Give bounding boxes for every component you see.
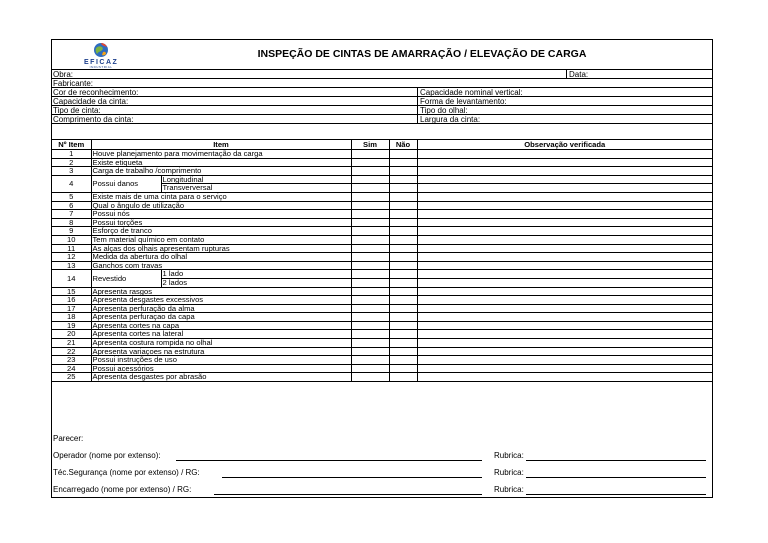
item-number: 22 [52, 347, 91, 356]
item-text: Revestido [91, 270, 161, 287]
item-text: Possui acessórios [91, 364, 351, 373]
sim-cell[interactable] [351, 278, 389, 287]
nao-cell[interactable] [389, 304, 417, 313]
item-subtext: 1 lado [161, 270, 351, 279]
item-number: 10 [52, 235, 91, 244]
item-number: 25 [52, 373, 91, 382]
header-item-number: Nº Item [52, 140, 91, 150]
table-header-row [52, 140, 712, 150]
label-cor: Cor de reconhecimento: [53, 87, 139, 97]
item-number: 16 [52, 296, 91, 305]
item-text: Carga de trabalho /comprimento [91, 167, 351, 176]
nao-cell[interactable] [389, 192, 417, 201]
observacao-cell[interactable] [417, 373, 712, 382]
sim-cell[interactable] [351, 373, 389, 382]
checklist-table [52, 140, 712, 382]
item-text: Apresenta rasgos [91, 287, 351, 296]
item-text: Tem material químico em contato [91, 235, 351, 244]
item-number: 9 [52, 227, 91, 236]
table-row [52, 210, 712, 219]
item-text: Apresenta desgastes excessivos [91, 296, 351, 305]
label-capacidade-cinta: Capacidade da cinta: [53, 96, 129, 106]
table-row [52, 235, 712, 244]
item-number: 4 [52, 175, 91, 192]
row-obra [52, 70, 712, 79]
sim-cell[interactable] [351, 330, 389, 339]
item-number: 24 [52, 364, 91, 373]
nao-cell[interactable] [389, 150, 417, 159]
sim-cell[interactable] [351, 347, 389, 356]
table-row [52, 339, 712, 348]
nao-cell[interactable] [389, 167, 417, 176]
item-text: Apresenta cortes na lateral [91, 330, 351, 339]
nao-cell[interactable] [389, 184, 417, 193]
rubrica-line-operador[interactable] [526, 460, 706, 461]
sim-cell[interactable] [351, 167, 389, 176]
table-row [52, 287, 712, 296]
nao-cell[interactable] [389, 158, 417, 167]
table-row [52, 158, 712, 167]
sim-cell[interactable] [351, 304, 389, 313]
observacao-cell[interactable] [417, 158, 712, 167]
item-number: 5 [52, 192, 91, 201]
sim-cell[interactable] [351, 364, 389, 373]
item-number: 8 [52, 218, 91, 227]
nao-cell[interactable] [389, 201, 417, 210]
item-text: Qual o ângulo de utilização [91, 201, 351, 210]
header-item: Item [91, 140, 351, 150]
nao-cell[interactable] [389, 235, 417, 244]
signature-line-encarregado[interactable] [214, 494, 482, 495]
table-row [52, 356, 712, 365]
observacao-cell[interactable] [417, 244, 712, 253]
label-obra: Obra: [53, 69, 74, 79]
row-cor [52, 88, 712, 97]
sim-cell[interactable] [351, 175, 389, 184]
item-text: Possui instruções de uso [91, 356, 351, 365]
observacao-cell[interactable] [417, 313, 712, 322]
item-number: 19 [52, 321, 91, 330]
logo-subtext: INDUSTRIAL [89, 65, 113, 69]
sim-cell[interactable] [351, 313, 389, 322]
observacao-cell[interactable] [417, 253, 712, 262]
item-text: Existe mais de uma cinta para o serviço [91, 192, 351, 201]
row-fabricante [52, 79, 712, 88]
item-text: Apresenta desgastes por abrasão [91, 373, 351, 382]
label-forma-levantamento: Forma de levantamento: [420, 96, 507, 106]
sim-cell[interactable] [351, 321, 389, 330]
sim-cell[interactable] [351, 218, 389, 227]
header-observacao: Observação verificada [417, 140, 712, 150]
table-row [52, 218, 712, 227]
item-number: 11 [52, 244, 91, 253]
nao-cell[interactable] [389, 261, 417, 270]
nao-cell[interactable] [389, 321, 417, 330]
sim-cell[interactable] [351, 210, 389, 219]
item-number: 13 [52, 261, 91, 270]
item-text: Possui nós [91, 210, 351, 219]
label-capacidade-nominal: Capacidade nominal vertical: [420, 87, 523, 97]
item-subtext: Transverversal [161, 184, 351, 193]
item-text: Apresenta costura rompida no olhal [91, 339, 351, 348]
sim-cell[interactable] [351, 356, 389, 365]
item-text: Apresenta cortes na capa [91, 321, 351, 330]
sim-cell[interactable] [351, 261, 389, 270]
form-title: INSPEÇÃO DE CINTAS DE AMARRAÇÃO / ELEVAÇÃO DE CARGA [257, 48, 587, 60]
table-row [52, 330, 712, 339]
label-tipo-cinta: Tipo de cinta: [53, 105, 101, 115]
observacao-cell[interactable] [417, 227, 712, 236]
label-encarregado: Encarregado (nome por extenso) / RG: [53, 485, 192, 494]
signature-line-operador[interactable] [176, 460, 482, 461]
table-row [52, 364, 712, 373]
row-capacidade [52, 97, 712, 106]
nao-cell[interactable] [389, 339, 417, 348]
label-tipo-olhal: Tipo do olhal: [420, 105, 468, 115]
sim-cell[interactable] [351, 192, 389, 201]
rubrica-line-encarregado[interactable] [526, 494, 706, 495]
label-operador: Operador (nome por extenso): [53, 451, 161, 460]
item-number: 6 [52, 201, 91, 210]
signature-line-tec-seguranca[interactable] [222, 477, 482, 478]
item-number: 12 [52, 253, 91, 262]
observacao-cell[interactable] [417, 304, 712, 313]
nao-cell[interactable] [389, 218, 417, 227]
item-text: Possui danos [91, 175, 161, 192]
table-row [52, 304, 712, 313]
spacer-row [52, 133, 712, 140]
table-row [52, 253, 712, 262]
item-number: 1 [52, 150, 91, 159]
item-text: Apresenta perfuração da alma [91, 304, 351, 313]
logo-text: EFICAZ [84, 59, 119, 66]
observacao-cell[interactable] [417, 201, 712, 210]
item-text: As alças dos olhais apresentam rupturas [91, 244, 351, 253]
nao-cell[interactable] [389, 356, 417, 365]
sim-cell[interactable] [351, 235, 389, 244]
table-row [52, 261, 712, 270]
sim-cell[interactable] [351, 287, 389, 296]
observacao-cell[interactable] [417, 364, 712, 373]
nao-cell[interactable] [389, 330, 417, 339]
observacao-cell[interactable] [417, 261, 712, 270]
nao-cell[interactable] [389, 364, 417, 373]
sim-cell[interactable] [351, 296, 389, 305]
observacao-cell[interactable] [417, 150, 712, 159]
label-rubrica-tec-seguranca: Rubrica: [494, 468, 524, 477]
item-number: 21 [52, 339, 91, 348]
nao-cell[interactable] [389, 287, 417, 296]
sim-cell[interactable] [351, 158, 389, 167]
label-largura: Largura da cinta: [420, 114, 481, 124]
sim-cell[interactable] [351, 150, 389, 159]
label-fabricante: Fabricante: [53, 78, 94, 88]
item-text: Apresenta variaçoes na estrutura [91, 347, 351, 356]
nao-cell[interactable] [389, 270, 417, 279]
nao-cell[interactable] [389, 244, 417, 253]
label-rubrica-encarregado: Rubrica: [494, 485, 524, 494]
observacao-cell[interactable] [417, 296, 712, 305]
sim-cell[interactable] [351, 184, 389, 193]
form-header [52, 40, 712, 70]
table-row [52, 373, 712, 382]
table-row [52, 150, 712, 159]
table-row [52, 313, 712, 322]
item-subtext: 2 lados [161, 278, 351, 287]
item-number: 20 [52, 330, 91, 339]
label-parecer: Parecer: [53, 434, 84, 443]
observacao-cell[interactable] [417, 184, 712, 193]
item-text: Medida da abertura do olhal [91, 253, 351, 262]
item-number: 2 [52, 158, 91, 167]
label-tec-seguranca: Téc.Segurança (nome por extenso) / RG: [53, 468, 200, 477]
nao-cell[interactable] [389, 175, 417, 184]
item-number: 3 [52, 167, 91, 176]
sim-cell[interactable] [351, 253, 389, 262]
item-number: 18 [52, 313, 91, 322]
observacao-cell[interactable] [417, 270, 712, 279]
observacao-cell[interactable] [417, 356, 712, 365]
item-number: 14 [52, 270, 91, 287]
item-number: 15 [52, 287, 91, 296]
nao-cell[interactable] [389, 313, 417, 322]
table-row [52, 201, 712, 210]
inspection-form [51, 39, 713, 498]
nao-cell[interactable] [389, 253, 417, 262]
observacao-cell[interactable] [417, 321, 712, 330]
item-subtext: Longitudinal [161, 175, 351, 184]
label-data: Data: [569, 69, 589, 79]
item-text: Esforço de tranco [91, 227, 351, 236]
label-comprimento: Comprimento da cinta: [53, 114, 134, 124]
nao-cell[interactable] [389, 227, 417, 236]
observacao-cell[interactable] [417, 347, 712, 356]
item-number: 17 [52, 304, 91, 313]
table-row [52, 175, 712, 184]
nao-cell[interactable] [389, 296, 417, 305]
form-footer [52, 434, 712, 498]
rubrica-line-tec-seguranca[interactable] [526, 477, 706, 478]
observacao-cell[interactable] [417, 330, 712, 339]
company-logo [84, 42, 118, 68]
observacao-cell[interactable] [417, 278, 712, 287]
table-row [52, 321, 712, 330]
item-text: Ganchos com travas [91, 261, 351, 270]
observacao-cell[interactable] [417, 235, 712, 244]
nao-cell[interactable] [389, 278, 417, 287]
header-sim: Sim [351, 140, 389, 150]
table-row [52, 244, 712, 253]
sim-cell[interactable] [351, 201, 389, 210]
nao-cell[interactable] [389, 210, 417, 219]
nao-cell[interactable] [389, 373, 417, 382]
sim-cell[interactable] [351, 244, 389, 253]
row-tipo [52, 106, 712, 115]
table-row [52, 192, 712, 201]
observacao-cell[interactable] [417, 175, 712, 184]
table-row [52, 296, 712, 305]
observacao-cell[interactable] [417, 192, 712, 201]
observacao-cell[interactable] [417, 218, 712, 227]
sim-cell[interactable] [351, 339, 389, 348]
sim-cell[interactable] [351, 270, 389, 279]
item-text: Houve planejamento para movimentação da carga [91, 150, 351, 159]
observacao-cell[interactable] [417, 167, 712, 176]
item-text: Apresenta perfuraçao da capa [91, 313, 351, 322]
table-row [52, 227, 712, 236]
header-nao: Não [389, 140, 417, 150]
table-row [52, 270, 712, 279]
globe-icon [93, 42, 109, 58]
observacao-cell[interactable] [417, 210, 712, 219]
nao-cell[interactable] [389, 347, 417, 356]
item-text: Possui torções [91, 218, 351, 227]
label-rubrica-operador: Rubrica: [494, 451, 524, 460]
item-number: 23 [52, 356, 91, 365]
row-comprimento [52, 115, 712, 124]
table-row [52, 167, 712, 176]
sim-cell[interactable] [351, 227, 389, 236]
observacao-cell[interactable] [417, 339, 712, 348]
observacao-cell[interactable] [417, 287, 712, 296]
table-row [52, 347, 712, 356]
item-number: 7 [52, 210, 91, 219]
item-text: Existe etiqueta [91, 158, 351, 167]
